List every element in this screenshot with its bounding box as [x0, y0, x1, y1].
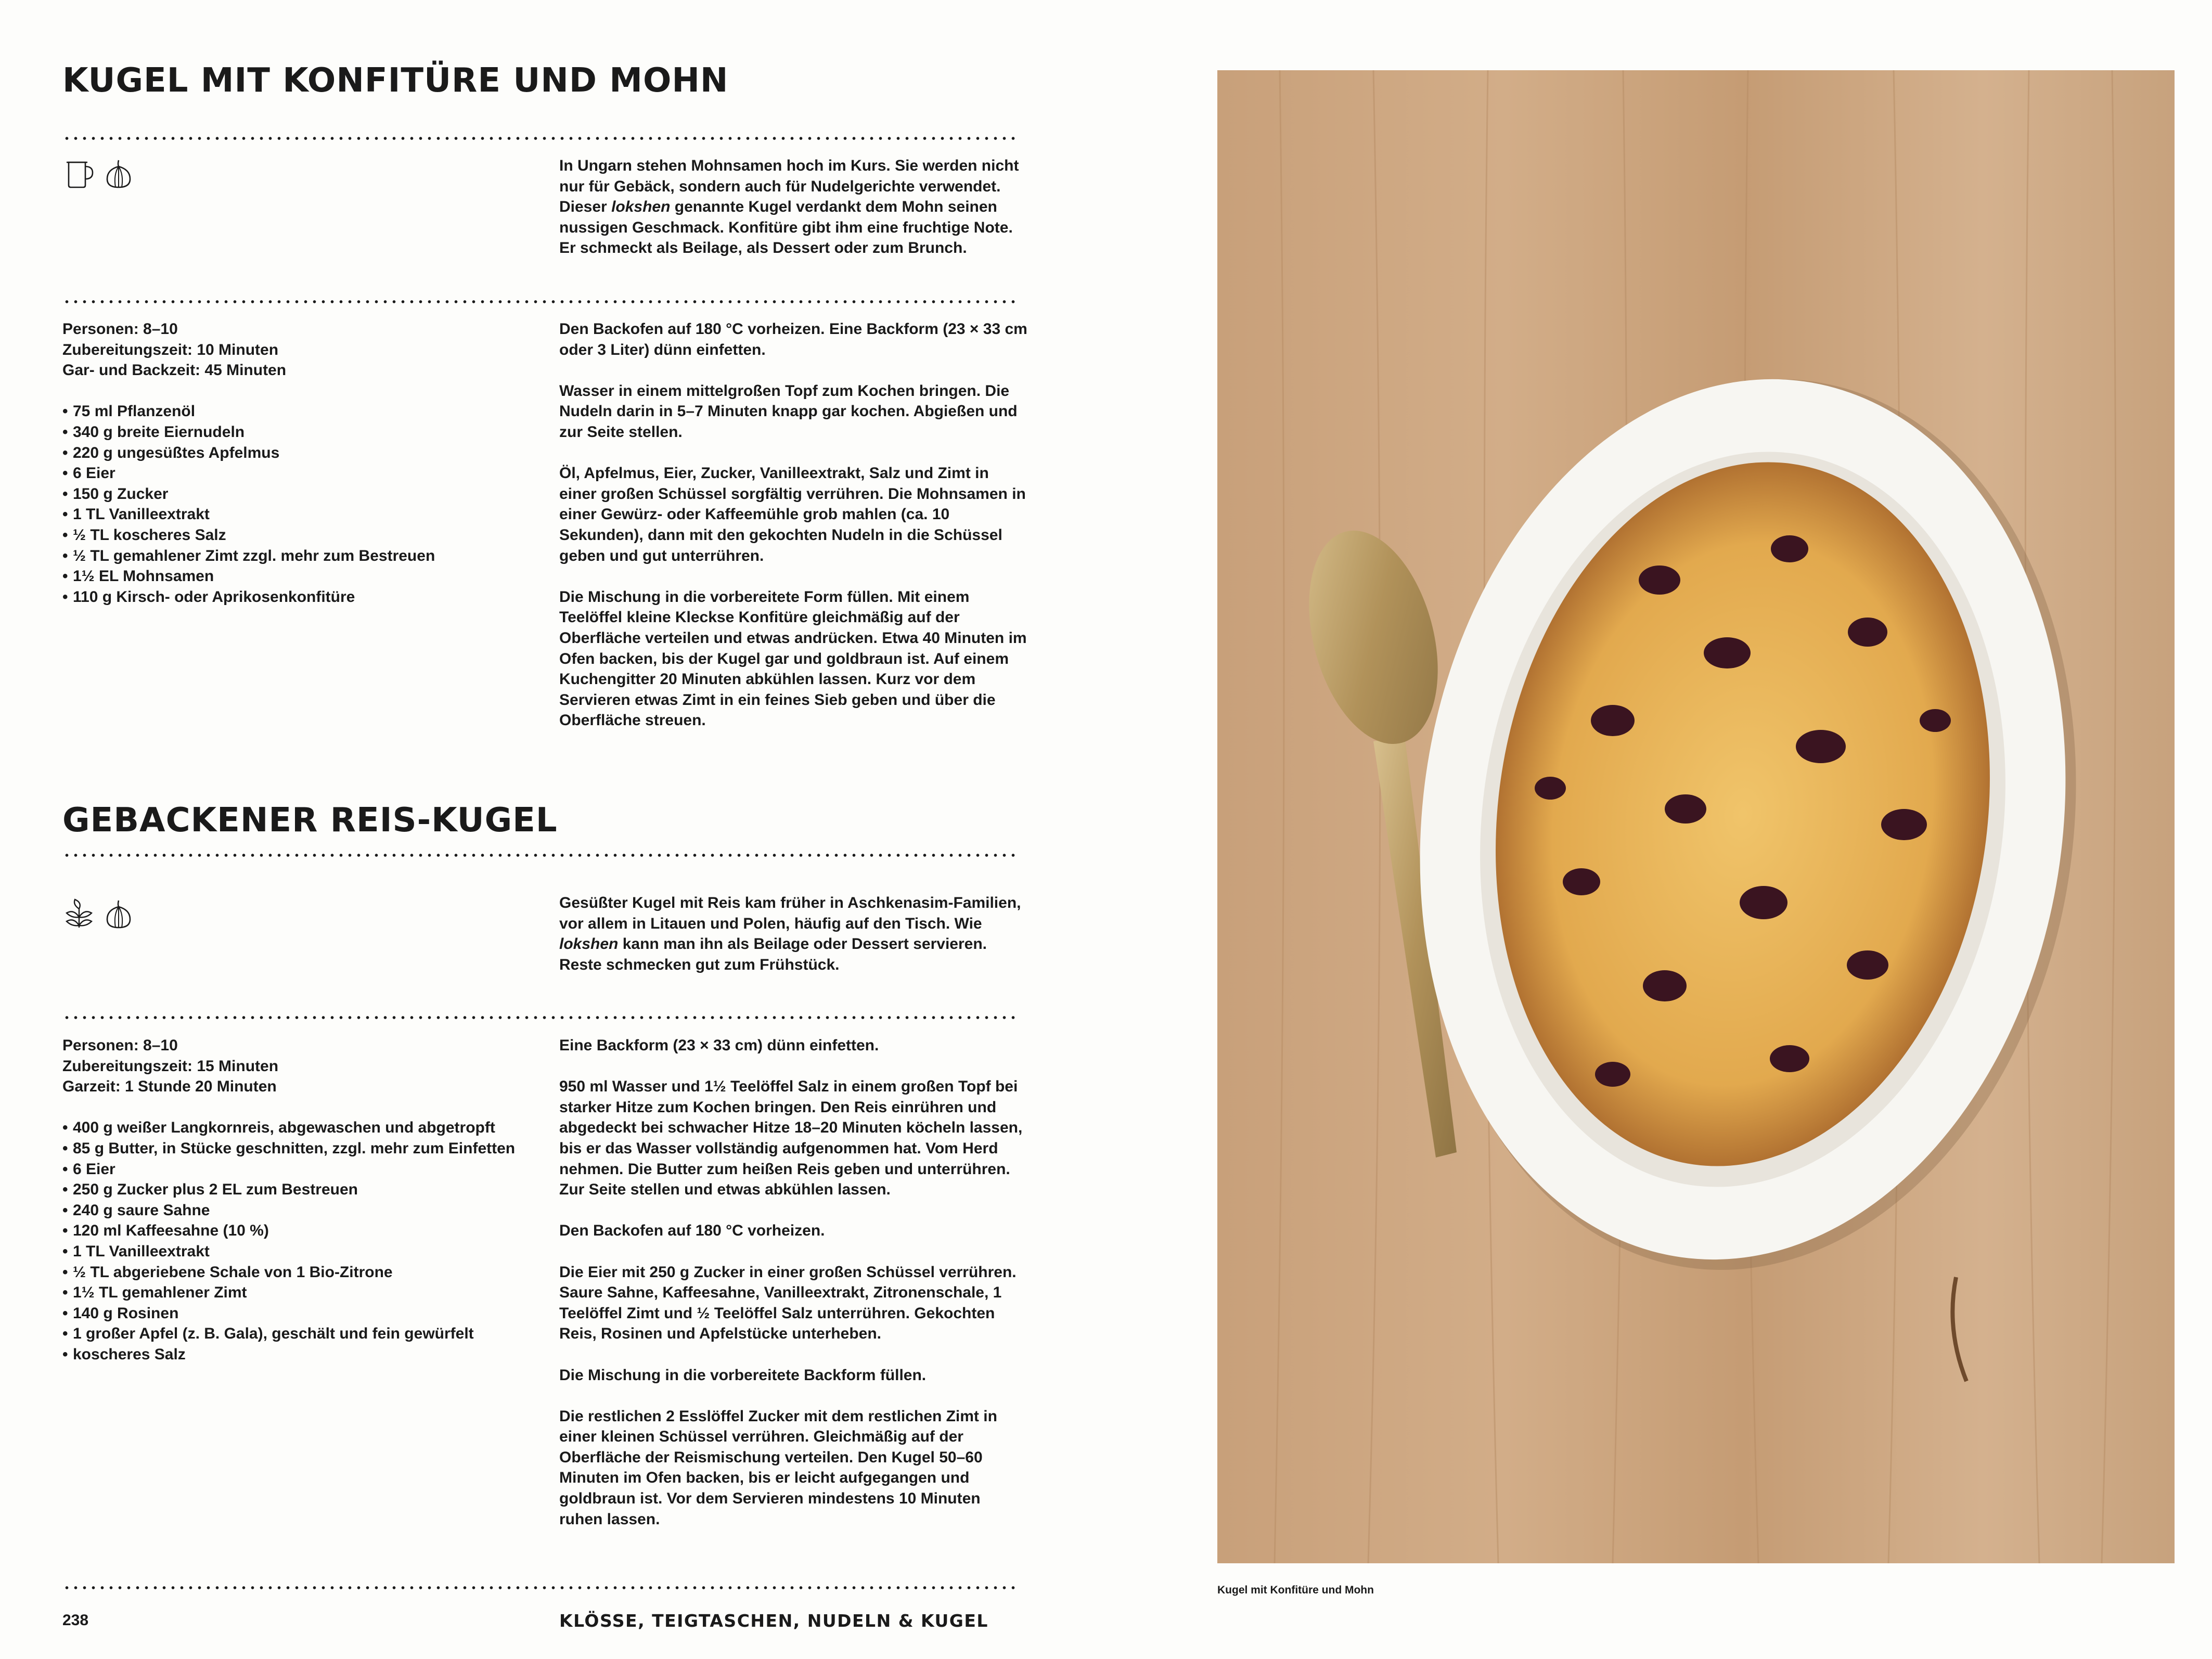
dotted-divider: [62, 1015, 1020, 1020]
ingredient-list: [62, 401, 531, 607]
ingredient: • 110 g Kirsch- oder Aprikosenkonfitüre: [62, 587, 531, 608]
ingredient: • 120 ml Kaffeesahne (10 %): [62, 1220, 531, 1241]
recipe-intro: Gesüßter Kugel mit Reis kam früher in Aschkenasim-Familien, vor allem in Litauen und Polen, häufig auf den Tisch. Wie lokshen kann man ihn als Beilage oder Dessert servieren. Reste schmecken gut zum Frühstück.: [559, 894, 1021, 973]
ingredient: • 85 g Butter, in Stücke geschnitten, zzgl. mehr zum Einfetten: [62, 1138, 531, 1159]
recipe-title: KUGEL MIT KONFITÜRE UND MOHN: [62, 61, 729, 100]
garlic-icon: [102, 157, 135, 190]
ingredient: • 1 TL Vanilleextrakt: [62, 1241, 531, 1262]
ingredient: • ½ TL gemahlener Zimt zzgl. mehr zum Bestreuen: [62, 546, 531, 567]
recipe-title: GEBACKENER REIS-KUGEL: [62, 801, 558, 840]
jug-icon: [62, 157, 96, 190]
ingredient: • 250 g Zucker plus 2 EL zum Bestreuen: [62, 1179, 531, 1200]
step: Die restlichen 2 Esslöffel Zucker mit dem restlichen Zimt in einer kleinen Schüssel verrühren. Gleichmäßig auf der Oberfläche der Reismischung verteilen. Den Kugel 50–60 Minuten im Ofen backen, bis er leicht aufgegangen und goldbraun ist. Vor dem Servieren mindestens 10 Minuten ruhen lassen.: [559, 1407, 997, 1528]
dotted-divider: [62, 300, 1020, 304]
ingredient: • 1 TL Vanilleextrakt: [62, 504, 531, 525]
ingredient: • 150 g Zucker: [62, 484, 531, 505]
photo-caption: Kugel mit Konfitüre und Mohn: [1217, 1584, 1374, 1596]
dotted-divider: [62, 1586, 1020, 1590]
recipe-intro: In Ungarn stehen Mohnsamen hoch im Kurs. Sie werden nicht nur für Gebäck, sondern auch für Nudelgerichte verwendet. Dieser lokshen genannte Kugel verdankt dem Mohn seinen nussigen Geschmack. Konfitüre gibt ihm eine fruchtige Note. Er schmeckt als Beilage, als Dessert oder zum Brunch.: [559, 157, 1019, 257]
ingredient: • 75 ml Pflanzenöl: [62, 401, 531, 422]
leaf-icon: [62, 897, 96, 931]
recipe-icons: [62, 157, 135, 190]
step: Eine Backform (23 × 33 cm) dünn einfetten.: [559, 1037, 879, 1054]
dotted-divider: [62, 136, 1020, 140]
ingredient: • 1½ EL Mohnsamen: [62, 566, 531, 587]
ingredient: • 240 g saure Sahne: [62, 1200, 531, 1221]
ingredient: • ½ TL abgeriebene Schale von 1 Bio-Zitrone: [62, 1262, 531, 1283]
step: Die Mischung in die vorbereitete Backform füllen.: [559, 1366, 927, 1384]
recipe-photo: [1217, 70, 2175, 1563]
step: Den Backofen auf 180 °C vorheizen.: [559, 1222, 825, 1240]
servings: Personen: 8–10: [62, 320, 178, 338]
servings: Personen: 8–10: [62, 1037, 178, 1054]
ingredient: • 340 g breite Eiernudeln: [62, 422, 531, 443]
recipe-steps: [559, 1035, 1027, 1529]
step: 950 ml Wasser und 1½ Teelöffel Salz in einem großen Topf bei starker Hitze zum Kochen bringen. Den Reis einrühren und abgedeckt bei schwacher Hitze 18–20 Minuten köcheln lassen, bis er das Wasser vollständig aufgenommen hat. Vom Herd nehmen. Die Butter zum heißen Reis geben und unterrühren. Zur Seite stellen und etwas abkühlen lassen.: [559, 1078, 1023, 1199]
recipe-icons: [62, 897, 135, 931]
step: Wasser in einem mittelgroßen Topf zum Kochen bringen. Die Nudeln darin in 5–7 Minuten knapp gar kochen. Abgießen und zur Seite stellen.: [559, 382, 1018, 441]
step: Den Backofen auf 180 °C vorheizen. Eine Backform (23 × 33 cm oder 3 Liter) dünn einfetten.: [559, 320, 1027, 358]
garlic-icon: [102, 897, 135, 931]
cook-time: Gar- und Backzeit: 45 Minuten: [62, 362, 287, 379]
ingredient: • ½ TL koscheres Salz: [62, 525, 531, 546]
step: Öl, Apfelmus, Eier, Zucker, Vanilleextrakt, Salz und Zimt in einer großen Schüssel sorgfältig verrühren. Die Mohnsamen in einer Gewürz- oder Kaffeemühle grob mahlen (ca. 10 Sekunden), dann mit den gekochten Nudeln in die Schüssel geben und gut unterrühren.: [559, 465, 1026, 564]
ingredient: • 6 Eier: [62, 1159, 531, 1180]
ingredient: • koscheres Salz: [62, 1344, 531, 1365]
ingredient: • 6 Eier: [62, 463, 531, 484]
recipe-meta: [62, 319, 531, 607]
step: Die Eier mit 250 g Zucker in einer großen Schüssel verrühren. Saure Sahne, Kaffeesahne, Vanilleextrakt, Zitronenschale, 1 Teelöffel Zimt und ½ Teelöffel Salz unterrühren. Gekochten Reis, Rosinen und Apfelstücke unterheben.: [559, 1263, 1017, 1343]
ingredient: • 1½ TL gemahlener Zimt: [62, 1282, 531, 1303]
ingredient: • 140 g Rosinen: [62, 1303, 531, 1324]
prep-time: Zubereitungszeit: 15 Minuten: [62, 1057, 279, 1075]
step: Die Mischung in die vorbereitete Form füllen. Mit einem Teelöffel kleine Kleckse Konfitüre gleichmäßig auf der Oberfläche verteilen und etwas andrücken. Etwa 40 Minuten im Ofen backen, bis der Kugel gar und goldbraun ist. Auf einem Kuchengitter 20 Minuten abkühlen lassen. Kurz vor dem Servieren etwas Zimt in ein feines Sieb geben und über die Oberfläche streuen.: [559, 588, 1027, 729]
left-page: [62, 0, 1027, 1659]
page-number: 238: [62, 1612, 89, 1629]
ingredient: • 1 großer Apfel (z. B. Gala), geschält und fein gewürfelt: [62, 1323, 531, 1344]
cook-time: Garzeit: 1 Stunde 20 Minuten: [62, 1078, 277, 1096]
ingredient-list: [62, 1117, 531, 1365]
prep-time: Zubereitungszeit: 10 Minuten: [62, 341, 279, 358]
recipe-meta: [62, 1035, 531, 1365]
recipe-steps: [559, 319, 1027, 731]
ingredient: • 220 g ungesüßtes Apfelmus: [62, 443, 531, 464]
ingredient: • 400 g weißer Langkornreis, abgewaschen und abgetropft: [62, 1117, 531, 1138]
dotted-divider: [62, 853, 1020, 857]
chapter-title: KLÖSSE, TEIGTASCHEN, NUDELN & KUGEL: [559, 1611, 988, 1631]
kugel-dish-photo: [1217, 70, 2175, 1563]
